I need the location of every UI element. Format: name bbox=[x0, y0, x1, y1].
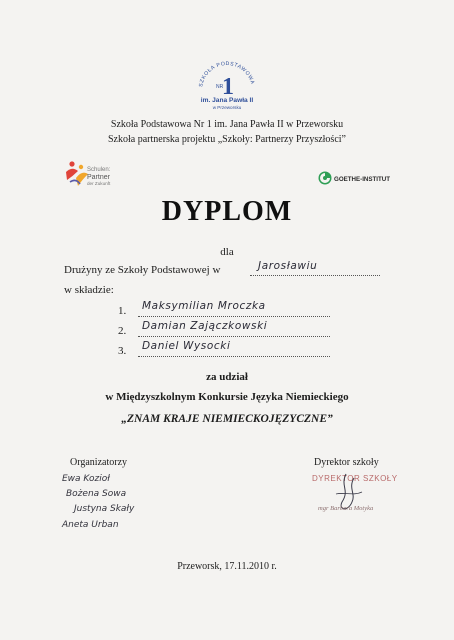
emblem-nr: NR bbox=[216, 84, 224, 90]
member-field bbox=[138, 300, 330, 317]
organizer-signature: Bożena Sowa bbox=[66, 489, 127, 499]
member-name: Maksymilian Mroczka bbox=[142, 300, 266, 312]
partner-logo-line1: Schulen: bbox=[87, 167, 111, 173]
school-emblem-icon bbox=[180, 50, 274, 112]
emblem-patron: im. Jana Pawła II bbox=[200, 97, 254, 104]
member-name: Daniel Wysocki bbox=[142, 340, 231, 352]
organizers-label: Organizatorzy bbox=[70, 457, 128, 468]
emblem-ring-text: SZKOŁA PODSTAWOWA bbox=[198, 60, 256, 88]
partner-logo-icon bbox=[64, 158, 130, 192]
organizer-signature: Aneta Urban bbox=[62, 520, 119, 530]
emblem-number: 1 bbox=[222, 74, 234, 100]
emblem-town: w Przeworsku bbox=[212, 105, 242, 110]
member-field bbox=[138, 340, 330, 357]
team-label: Drużyny ze Szkoły Podstawowej w bbox=[64, 264, 221, 276]
member-row bbox=[118, 300, 330, 319]
members-label: w składzie: bbox=[64, 284, 114, 296]
goethe-logo-icon bbox=[318, 168, 392, 188]
school-emblem bbox=[180, 50, 274, 112]
participation-label: za udział bbox=[206, 371, 248, 383]
director-stamp: DYREKTOR SZKOŁY bbox=[312, 474, 398, 483]
partner-logo-line3: der Zukunft bbox=[87, 181, 111, 186]
member-number: 3. bbox=[118, 345, 127, 357]
organizer-signature: Ewa Kozioł bbox=[62, 474, 110, 484]
team-town-value: Jarosławiu bbox=[258, 260, 318, 272]
director-label: Dyrektor szkoły bbox=[314, 457, 379, 468]
team-town-field bbox=[250, 262, 380, 276]
member-number: 1. bbox=[118, 305, 127, 317]
member-field bbox=[138, 320, 330, 337]
school-name: Szkoła Podstawowa Nr 1 im. Jana Pawła II w Przeworsku bbox=[110, 119, 344, 130]
diploma-title: DYPLOM bbox=[161, 196, 293, 227]
place-date: Przeworsk, 17.11.2010 r. bbox=[177, 561, 277, 572]
contest-name: „ZNAM KRAJE NIEMIECKOJĘZYCZNE” bbox=[121, 413, 333, 425]
for-label: dla bbox=[220, 246, 234, 258]
contest-line: w Międzyszkolnym Konkursie Języka Niemieckiego bbox=[105, 391, 349, 403]
partner-logo bbox=[64, 158, 130, 192]
partner-project-line: Szkoła partnerska projektu „Szkoły: Partnerzy Przyszłości” bbox=[108, 134, 346, 145]
director-name: mgr Barbara Motyka bbox=[318, 505, 374, 512]
member-row bbox=[118, 320, 330, 339]
goethe-logo bbox=[318, 168, 392, 188]
member-row bbox=[118, 340, 330, 359]
member-name: Damian Zajączkowski bbox=[142, 320, 268, 332]
organizer-signature: Justyna Skały bbox=[74, 504, 135, 514]
goethe-logo-text: GOETHE-INSTITUT bbox=[334, 176, 391, 183]
member-number: 2. bbox=[118, 325, 127, 337]
partner-logo-line2: Partner bbox=[87, 174, 110, 181]
